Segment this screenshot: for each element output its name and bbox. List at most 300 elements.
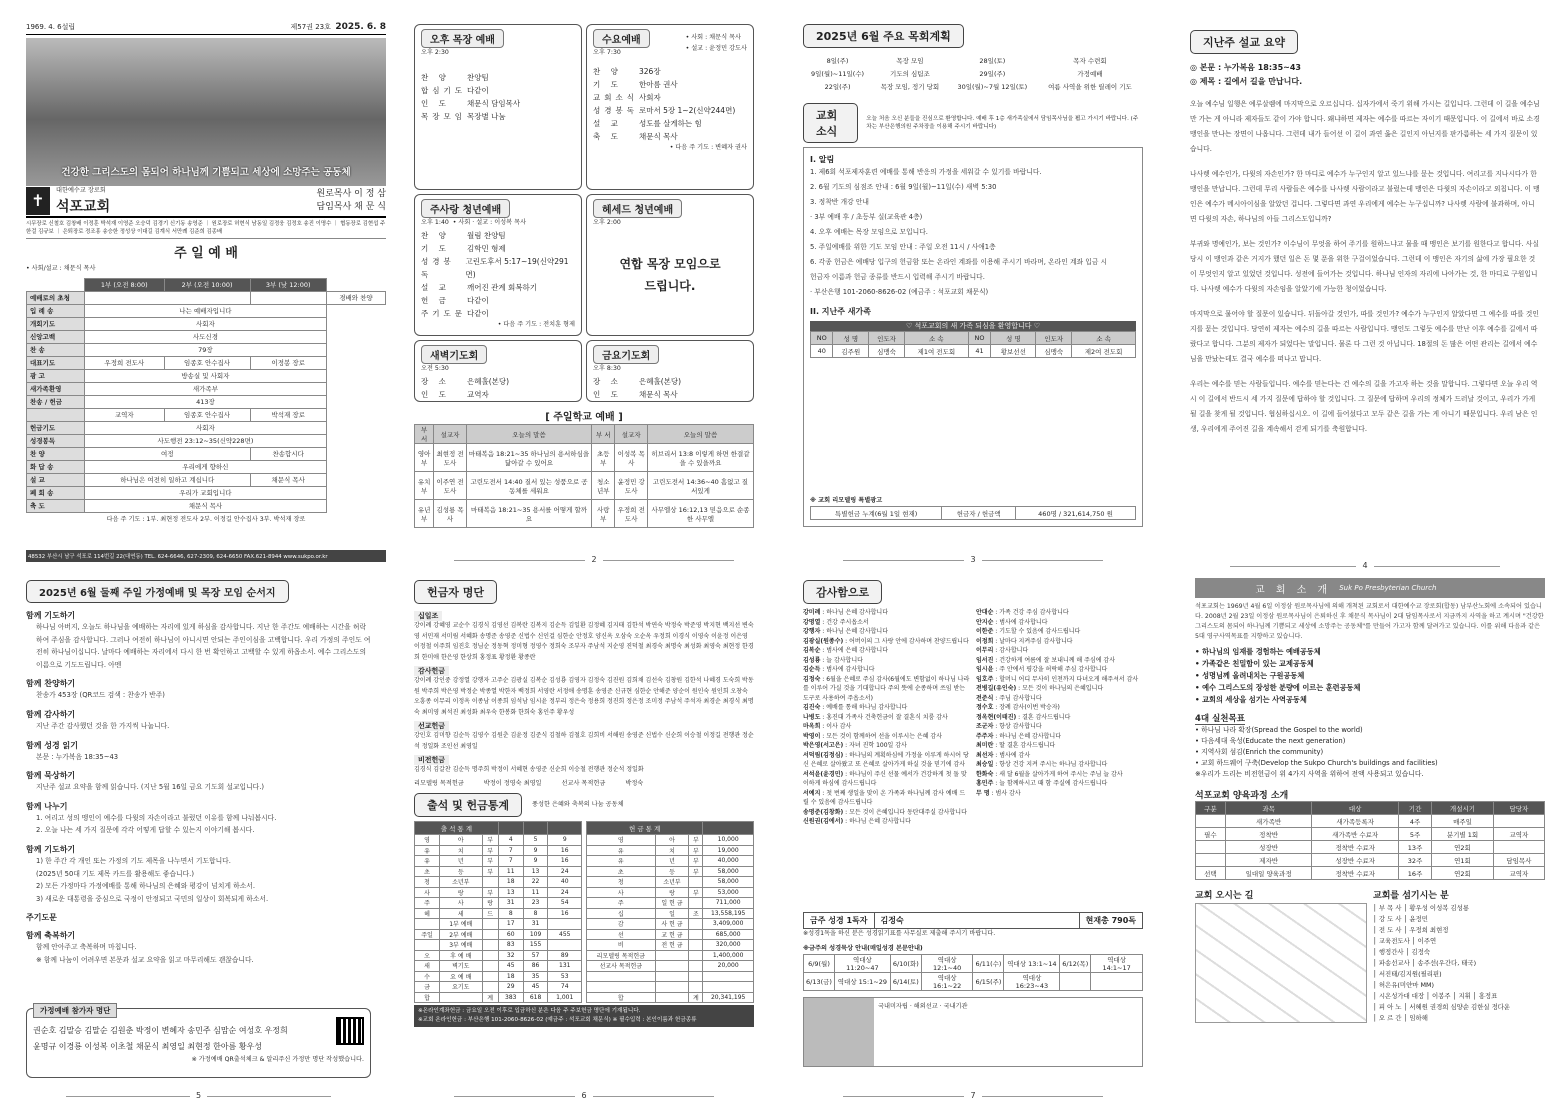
table-cell: 연1회 bbox=[1432, 854, 1494, 867]
section-text: 2) 모든 가정마다 가정예배를 통해 하나님의 은혜와 평강이 넘치게 하소서. bbox=[36, 882, 255, 891]
table-cell: 아 bbox=[655, 835, 689, 846]
table-cell: 711,000 bbox=[703, 898, 754, 909]
table-cell: 치 bbox=[655, 845, 689, 856]
worship-cell: 사도행전 23:12~35(신약228면) bbox=[85, 434, 327, 447]
worship-cell: 교역자 bbox=[85, 408, 165, 421]
table-cell: 사 bbox=[415, 887, 440, 898]
row-value: 채문식 목사 bbox=[639, 131, 678, 141]
table-cell: 부 bbox=[482, 845, 498, 856]
thanks-item: 서덕림(김정심) : 하나님의 계획하심에 가정을 이루게 하시어 당신 은혜로 살아왔고 또 은혜로 살아가게 하실 것을 믿기에 감사 bbox=[803, 751, 969, 768]
worship-cell: 채문식 목사 bbox=[250, 473, 326, 486]
table-cell: 13 bbox=[523, 866, 548, 877]
date: 2025. 6. 8 bbox=[335, 22, 386, 32]
serve-item: │ 시온성가대 대장 │ 이봉주 │ 지휘 │ 홍정표 bbox=[1373, 992, 1498, 1000]
training-header: 과목 bbox=[1225, 802, 1312, 815]
section-text: (2025년 50대 기도 제목 카드를 활용해도 좋습니다.) bbox=[36, 869, 194, 878]
table-cell: 초등부 bbox=[592, 444, 615, 472]
thanks-text: 하나님의 계획하심에 가정을 이루게 하시어 당신 은혜로 살아왔고 또 은혜로 살아가게 하실 것을 믿기에 감사 bbox=[803, 751, 969, 768]
table-cell: 부 bbox=[482, 887, 498, 898]
table-cell: 목장 모임, 정기 당회 bbox=[880, 83, 940, 91]
page-number-4: 4 bbox=[1190, 561, 1540, 570]
thanks-item: 강행자 : 하나님 은혜 감사합니다 bbox=[803, 628, 889, 635]
thanks-name: 조군자 bbox=[976, 723, 994, 730]
thanks-name: 박영이 bbox=[803, 732, 821, 740]
table-cell: 초 bbox=[587, 866, 656, 877]
worship-row bbox=[27, 291, 386, 304]
attendance-row bbox=[415, 835, 582, 846]
service-row bbox=[421, 255, 575, 281]
table-cell: 1,400,000 bbox=[703, 950, 754, 961]
table-cell bbox=[482, 919, 498, 930]
thanks-text: 주님 감사합니다 bbox=[999, 694, 1042, 702]
section-heading: 함께 축복하기 bbox=[26, 931, 76, 941]
thanks-text: 모든 것이 하나님의 은혜입니다 bbox=[1022, 685, 1104, 692]
section-heading: 함께 성경 읽기 bbox=[26, 740, 78, 750]
thanks-text: 주 안에서 평강을 허락해 주심 감사합니다 bbox=[999, 666, 1108, 673]
table-cell: 청 bbox=[415, 877, 440, 888]
attendance-row bbox=[415, 992, 582, 1003]
service-row bbox=[593, 375, 747, 388]
thanks-name: 전병길(유인숙) bbox=[976, 685, 1017, 692]
table-cell: 32 bbox=[498, 950, 523, 961]
row-value: 월림 찬양팀 bbox=[467, 230, 506, 240]
table-cell: 7 bbox=[498, 856, 523, 867]
row-value: 사회자 bbox=[639, 92, 661, 102]
newfamily-cell: 제2여 전도회 bbox=[1072, 345, 1136, 358]
wed-next: • 다음 주 기도 : 변혜자 권사 bbox=[669, 143, 747, 151]
worship-cell: 박석재 장로 bbox=[250, 408, 326, 421]
table-cell bbox=[415, 919, 440, 930]
newfamily-header: 성 명 bbox=[991, 332, 1036, 345]
training-row bbox=[1196, 815, 1545, 828]
serve-title: 교회를 섬기시는 분 bbox=[1373, 891, 1449, 901]
service-row bbox=[593, 78, 747, 91]
school-row bbox=[415, 444, 754, 472]
hesed-time: 오후 2:00 bbox=[593, 219, 621, 226]
map-title: 교회 오시는 길 bbox=[1195, 891, 1254, 901]
table-cell: 54 bbox=[548, 898, 582, 909]
thanks-text: 항상 감사합니다 bbox=[999, 723, 1042, 730]
cross-logo: ✝ bbox=[26, 187, 50, 215]
table-cell bbox=[655, 992, 689, 1003]
table-cell: 소년부 bbox=[440, 877, 482, 888]
table-cell bbox=[689, 877, 703, 888]
thanks-item: 조군자 : 항상 감사합니다 bbox=[976, 723, 1042, 730]
worship-row bbox=[27, 486, 386, 499]
notice-item: 3. 정착반 개강 안내 bbox=[810, 198, 869, 206]
worship-cell: 새가족환영 bbox=[27, 382, 85, 395]
dawn-prayer bbox=[414, 340, 582, 402]
table-cell: 40,000 bbox=[703, 856, 754, 867]
table-cell: 19,000 bbox=[703, 845, 754, 856]
hesed-service bbox=[586, 194, 754, 336]
worship-cell: 입 례 송 bbox=[27, 304, 85, 317]
offering-row bbox=[587, 877, 754, 888]
remodeling-cell: 460명 / 321,614,750 원 bbox=[1016, 507, 1136, 520]
table-cell bbox=[689, 971, 703, 982]
news-header: 오늘 처음 오신 분들을 진심으로 환영합니다. 예배 후 1층 새가족실에서 담임목사님을 뵙고 가시기 바랍니다. (주차는 부산은행의원 주차장을 이용해 주시기 바랍니다) bbox=[866, 116, 1139, 130]
footer-1: ※온라인계좌헌금 : 금요일 오전 이후로 입금하신 분은 다음 주 주보헌금 명단에 기재됩니다. bbox=[418, 1008, 641, 1014]
offering-row bbox=[587, 835, 754, 846]
table-cell: 년 bbox=[440, 856, 482, 867]
serve-item: │ 강 도 사 │ 윤정민 bbox=[1373, 915, 1428, 923]
participant-title: 가정예배 참가자 명단 bbox=[33, 1003, 117, 1018]
wed-time: 오후 7:30 bbox=[593, 49, 621, 56]
church-map[interactable] bbox=[1195, 903, 1367, 1023]
table-cell: 비 bbox=[587, 940, 656, 951]
thanks-item: 한화숙 : 새 달 6월을 살아가게 하여 주시는 주님 늘 감사 bbox=[976, 770, 1123, 778]
table-cell: 685,000 bbox=[703, 929, 754, 940]
table-cell: 23 bbox=[523, 898, 548, 909]
row-label: 장 소 bbox=[593, 376, 622, 386]
thanks-name: 박은영(서고은) bbox=[803, 742, 844, 749]
worship-row bbox=[27, 382, 386, 395]
worship-row bbox=[27, 395, 386, 408]
offering-row bbox=[587, 940, 754, 951]
section-text: 3) 새로운 대통령을 중심으로 국정이 안정되고 국민의 일상이 회복되게 하소서. bbox=[36, 894, 269, 903]
row-value: 다같이 bbox=[467, 308, 489, 318]
offering-special: 선교사 목적헌금 bbox=[561, 779, 606, 787]
thanks-name: 송명준(김창화) bbox=[803, 808, 844, 816]
thanks-item: 김복순 : 범사에 은혜 감사합니다 bbox=[803, 647, 889, 654]
table-cell: 선교사 목적헌금 bbox=[587, 961, 656, 972]
training-row bbox=[1196, 841, 1545, 854]
thanks-item: 전병길(유인숙) : 모든 것이 하나님의 은혜입니다 bbox=[976, 685, 1104, 692]
worship-cell: 하나님은 여전히 일하고 계십니다 bbox=[85, 473, 251, 486]
table-cell: 5 bbox=[523, 835, 548, 846]
table-cell bbox=[482, 940, 498, 951]
table-cell: 10,000 bbox=[703, 835, 754, 846]
worship-cell: 이정봉 장로 bbox=[250, 356, 326, 369]
table-cell: 4주 bbox=[1398, 815, 1431, 828]
table-cell: 계 bbox=[689, 992, 703, 1003]
thanks-item: 최선자 : 범사에 감사 bbox=[976, 751, 1031, 759]
service-row bbox=[421, 229, 575, 242]
pastor-emeritus: 원로목사 이 정 삼 bbox=[316, 189, 386, 199]
attendance-row bbox=[415, 866, 582, 877]
table-cell: 선택 bbox=[1196, 867, 1226, 880]
row-label: 인 도 bbox=[421, 98, 450, 108]
page-4 bbox=[1190, 30, 1540, 570]
thanks-name: 김순득 bbox=[803, 666, 821, 673]
thanks-text: 할머니 어디 무사히 인천까지 다녀오게 해주셔서 감사 bbox=[999, 675, 1139, 683]
worship-row bbox=[27, 460, 386, 473]
attendance-table: 출 석 통 계 영 아 부 4 5 9 유 치 부 7 9 16 유 년 부 7 9 16 초 등 부 11 13 24 청 소년부 18 22 40 사 랑 부 13 11 24 주 사 랑 31 23 54 헤 세 드 8 8 16 1부 예배 17 31 주일 2부 예배 60 109 455 3부 예배 83 155 오 후 예 배 32 57 89 새 벽기도 45 86 131 수 요 예 배 18 35 53 금 요기도 29 45 74 합 계 383 618 1,001 bbox=[414, 821, 582, 1003]
worship-row bbox=[27, 499, 386, 512]
remodeling-cell: 헌금자 / 헌금액 bbox=[942, 507, 1016, 520]
offering-names: 강이례 강혜영 교순수 김경식 김영선 김복란 김복지 김순득 김일환 김정혜 김지태 김한석 박연숙 박정숙 박준영 박지현 백지선 변숙영 서민재 서미림 서혜화 송명준 송영준 신법수 신인걸 심한순 안정호 양신옥 오삼숙 오순옥 우정희 이경식 이영숙 이윤정 이은영 이정철 이주희 임진호 정님순 정동혁 정미형 정영수 정희숙 조부자 주남석 지순영 진덕철 최경숙 최명숙 최성화 최영숙 최현정 한경희 한미애 한은영 한상희 홍정표 황정환 황종란 bbox=[414, 622, 754, 661]
table-cell: 320,000 bbox=[703, 940, 754, 951]
thanks-text: 자녀 진학 100일 감사 bbox=[849, 742, 907, 749]
table-cell bbox=[689, 961, 703, 972]
page-number-5: 5 bbox=[26, 1091, 371, 1100]
table-cell: 역대상 16:23~43 bbox=[1004, 973, 1060, 991]
intro-bar: 교 회 소 개 bbox=[1255, 584, 1332, 596]
offering-row bbox=[587, 961, 754, 972]
school-header: 부 서 bbox=[415, 425, 434, 444]
table-cell: 유 bbox=[587, 856, 656, 867]
attendance-row bbox=[415, 845, 582, 856]
table-cell: 58,000 bbox=[703, 866, 754, 877]
section-text: 1. 여리고 성의 맹인이 예수를 다윗의 자손이라고 불렀던 이유를 함께 나눠봅시다. bbox=[36, 813, 277, 822]
table-cell: 랑 bbox=[482, 898, 498, 909]
offering-names: 강인호 김미향 김순득 김영수 김원춘 김윤정 김준식 김철하 김철호 김희비 서해원 송영준 신법수 신순희 이승철 이정길 전행관 정순석 정일화 조인선 최영일 bbox=[414, 732, 754, 750]
table-cell: 등 bbox=[440, 866, 482, 877]
row-label: 찬 양 bbox=[421, 72, 450, 82]
table-cell: 618 bbox=[523, 992, 548, 1003]
service-row bbox=[421, 97, 575, 110]
service-row bbox=[593, 130, 747, 143]
thanks-item: 이한준 : 기도할 수 있음에 감사드립니다 bbox=[976, 628, 1081, 635]
newfamily-cell: 41 bbox=[968, 345, 990, 358]
table-cell: 부 bbox=[689, 887, 703, 898]
table-cell: 합 bbox=[415, 992, 440, 1003]
four-goal-item: • 교회 하드웨어 구축(Develop the Sukpo Church's buildings and facilities) bbox=[1195, 759, 1438, 767]
table-cell: 16 bbox=[548, 845, 582, 856]
thanks-text: 하나님 은혜 감사합니다 bbox=[999, 732, 1062, 740]
table-cell: 53 bbox=[548, 971, 582, 982]
notice-header: I. 알림 bbox=[810, 155, 835, 164]
service-row bbox=[593, 91, 747, 104]
table-cell: 초 bbox=[415, 866, 440, 877]
four-goal-item: ※우리가 드리는 비전헌금이 위 4가지 사역을 위하여 전액 사용되고 있습니다. bbox=[1195, 770, 1424, 778]
row-value: 다같이 bbox=[467, 85, 489, 95]
attendance-row bbox=[415, 971, 582, 982]
table-cell: 필수 bbox=[1196, 828, 1226, 841]
table-cell: 사 bbox=[587, 887, 656, 898]
remodeling-cell: 특별헌금 누계(6월 1일 현재) bbox=[811, 507, 942, 520]
thanks-name: 김성룡 bbox=[803, 656, 821, 664]
table-cell: 3,409,000 bbox=[703, 919, 754, 930]
qr-code-attendance[interactable] bbox=[336, 1017, 364, 1045]
row-label: 찬 양 bbox=[421, 230, 450, 240]
worship-cell: 우리가 교회입니다 bbox=[85, 486, 327, 499]
four-goals-title: 4대 실천목표 bbox=[1195, 714, 1245, 724]
row-label: 찬 양 bbox=[593, 66, 622, 76]
table-cell: 영아부 bbox=[415, 444, 434, 472]
worship-row bbox=[27, 434, 386, 447]
serve-item: │ 서진태/김지원(필리핀) bbox=[1373, 970, 1442, 978]
thanks-name: 임호주 bbox=[976, 675, 994, 683]
table-cell bbox=[703, 971, 754, 982]
table-cell: 유 bbox=[415, 845, 440, 856]
table-cell: 3부 예배 bbox=[440, 940, 482, 951]
table-cell: 89 bbox=[548, 950, 582, 961]
service-row bbox=[593, 104, 747, 117]
goal-item: • 하나님의 임재를 경험하는 예배공동체 bbox=[1195, 647, 1321, 656]
table-cell: 소년부 bbox=[655, 877, 689, 888]
table-cell: 9 bbox=[548, 835, 582, 846]
table-cell: 13 bbox=[498, 887, 523, 898]
worship-row bbox=[27, 317, 386, 330]
thanks-item: 홍민주 : 늘 함께하시고 때 함 주실에 감사드립니다 bbox=[976, 780, 1108, 787]
bible-note: ※성경1독을 하신 분은 성경읽기표를 사무실로 제출해 주시기 바랍니다. bbox=[803, 930, 996, 937]
notice-item: 6. 각종 헌금은 예배당 입구의 헌금함 또는 온라인 계좌를 이용해 주시기 바라며, 온라인 계좌 입금 시 bbox=[810, 258, 1108, 266]
attendance-row bbox=[415, 877, 582, 888]
thanks-name: 최미란 bbox=[976, 742, 994, 749]
service-row bbox=[421, 71, 575, 84]
training-header: 개설시기 bbox=[1432, 802, 1494, 815]
worship-cell: 설 교 bbox=[27, 473, 85, 486]
four-goal-item: • 하나님 나라 확장(Spread the Gospel to the world) bbox=[1195, 726, 1363, 734]
thanks-name: 안지순 bbox=[976, 618, 994, 626]
thanks-name: 홍민주 bbox=[976, 780, 994, 787]
table-cell: 역대상 16:1~22 bbox=[921, 973, 973, 991]
table-cell: 11 bbox=[498, 866, 523, 877]
established: 1969. 4. 6설립 bbox=[26, 23, 76, 31]
notice-item: 5. 주일예배를 위한 기도 모임 안내 : 주일 오전 11시 / 사애1층 bbox=[810, 243, 996, 251]
thanks-text: 결혼 감사드립니다 bbox=[1022, 713, 1071, 721]
thanks-item: 송명준(김창화) : 모든 것이 은혜입니다 동탄대주실 감사합니다 bbox=[803, 808, 967, 816]
table-cell bbox=[655, 961, 689, 972]
wed-title: 수요예배 bbox=[593, 29, 650, 48]
newfamily-header: 소 속 bbox=[1072, 332, 1136, 345]
newfamily-header: 성 명 bbox=[833, 332, 869, 345]
section-text: ※ 함께 나눔이 어려우면 본문과 설교 요약을 읽고 마무리해도 괜찮습니다. bbox=[36, 955, 254, 964]
worship-row bbox=[27, 330, 386, 343]
thanks-item: 박영이 : 모든 것이 함께하여 선을 이루시는 은혜 감사 bbox=[803, 732, 943, 740]
serve-item: │ 부 목 사 │ 황우성 이성복 김성룡 bbox=[1373, 904, 1469, 912]
row-label: 기 도 bbox=[421, 243, 450, 253]
row-label: 설 교 bbox=[593, 118, 622, 128]
offering-category: 감사헌금 bbox=[414, 666, 449, 676]
table-cell: 최현정 전도사 bbox=[434, 444, 467, 472]
table-cell: 부 bbox=[689, 866, 703, 877]
worship-cell: 광 고 bbox=[27, 369, 85, 382]
thanks-item: 김진숙 : 예배를 통해 하나님 감사합니다 bbox=[803, 704, 908, 711]
thanks-text: 가족 건강 주심 감사합니다 bbox=[999, 609, 1069, 616]
table-cell: 감 bbox=[587, 919, 656, 930]
table-cell: 16 bbox=[548, 856, 582, 867]
table-cell: 20,000 bbox=[703, 961, 754, 972]
col-2: 2부 (오전 10:00) bbox=[164, 278, 250, 291]
goal-item: • 예수 그리스도의 장성한 분량에 이르는 훈련공동체 bbox=[1195, 683, 1361, 692]
table-cell: 윤정민 강도사 bbox=[615, 472, 648, 500]
table-cell bbox=[655, 971, 689, 982]
training-header: 구분 bbox=[1196, 802, 1226, 815]
offering-names: 김경식 김갈찬 김순득 명주희 박정이 서혜현 송영준 신순희 이승철 전행관 정순석 정일화 bbox=[414, 766, 644, 773]
thanks-name: 강미례 bbox=[803, 609, 821, 616]
church-sub: 대한예수교 장로회 bbox=[56, 186, 106, 194]
thanks-name: 정수호 bbox=[976, 704, 994, 711]
serve-item: │ 피 아 노 │ 서혜원 권경희 심양순 김한실 정다운 bbox=[1373, 1003, 1511, 1011]
thanks-item: 정옥현(이태진) : 결혼 감사드립니다 bbox=[976, 713, 1071, 721]
thanks-text: 범사에 감사합니다 bbox=[999, 618, 1048, 626]
newfamily-cell: 심맹숙 bbox=[1036, 345, 1072, 358]
table-cell: 131 bbox=[548, 961, 582, 972]
worship-row bbox=[27, 473, 386, 486]
table-cell: 여름 사역을 위한 릴레이 기도 bbox=[1048, 83, 1132, 91]
worship-cell: 사도신경 bbox=[85, 330, 327, 343]
service-row bbox=[593, 388, 747, 401]
table-cell: 새가족반 bbox=[1225, 815, 1312, 828]
table-cell: 리모델링 목적헌금 bbox=[587, 950, 656, 961]
youth-service bbox=[414, 194, 582, 336]
thanks-item: 임서진 : 건강하게 여름에 잘 보내니께 해 주심에 감사 bbox=[976, 656, 1116, 664]
table-cell: 45 bbox=[523, 982, 548, 993]
row-value: 성도를 살게하는 힘 bbox=[639, 118, 702, 128]
newfamily-header: 인도자 bbox=[1036, 332, 1072, 345]
table-cell: 우정희 전도사 bbox=[615, 500, 648, 528]
worship-row bbox=[27, 408, 386, 421]
table-cell: 일 bbox=[655, 908, 689, 919]
table-cell: 53,000 bbox=[703, 887, 754, 898]
row-value: 깨어진 관계 회복하기 bbox=[467, 282, 537, 292]
thanks-text: 장례 감사(이번 박승자) bbox=[999, 704, 1060, 711]
school-header: 설교자 bbox=[615, 425, 648, 444]
youth-next: • 다음 주 기도 : 전치훈 형제 bbox=[497, 320, 575, 328]
thanks-item: 무 명 : 범사 감사 bbox=[976, 789, 1021, 797]
table-cell: 유 bbox=[415, 856, 440, 867]
table-cell: 32주 bbox=[1398, 854, 1431, 867]
row-value: 목장별 나눔 bbox=[467, 111, 506, 121]
row-label: 교회소식 bbox=[593, 92, 638, 102]
reading-table bbox=[803, 954, 1143, 991]
table-cell bbox=[482, 961, 498, 972]
worship-cell: 사회자 bbox=[85, 421, 327, 434]
table-cell bbox=[482, 950, 498, 961]
thanks-item: 정수호 : 장례 감사(이번 박승자) bbox=[976, 704, 1060, 711]
goal-item: • 가족같은 친밀함이 있는 교제공동체 bbox=[1195, 659, 1314, 668]
offering-category: 십일조 bbox=[414, 611, 442, 621]
table-cell: 9일(월)~11일(수) bbox=[810, 70, 865, 78]
table-cell bbox=[587, 982, 656, 993]
table-cell bbox=[1196, 854, 1226, 867]
table-cell: 역대상 13:1~14 bbox=[1004, 955, 1060, 973]
thanks-name: 주주자 bbox=[976, 732, 994, 740]
table-cell: 6/10(화) bbox=[890, 955, 921, 973]
offering-row bbox=[587, 992, 754, 1003]
table-cell: 40 bbox=[548, 877, 582, 888]
worship-cell: 임종호 안수집사 bbox=[164, 356, 250, 369]
table-cell: 교역자 bbox=[1493, 828, 1544, 841]
page-number-6: 6 bbox=[414, 1091, 754, 1100]
thanks-name: 강행자 bbox=[803, 628, 821, 635]
table-cell: 영 bbox=[587, 835, 656, 846]
notice-item: · 부산은행 101-2060-8626-02 (예금주 : 석포교회 채문식) bbox=[810, 288, 989, 296]
news-title: 교회소식 bbox=[803, 103, 858, 143]
thanks-name: 최선자 bbox=[976, 751, 994, 759]
section-text: 2. 오늘 나는 세 가지 질문에 각각 어떻게 답할 수 있는지 이야기해 봅시다. bbox=[36, 826, 255, 835]
page-6 bbox=[414, 580, 754, 1100]
service-row bbox=[593, 117, 747, 130]
offering-title: 헌금자 명단 bbox=[414, 580, 497, 604]
table-cell: 주 bbox=[415, 898, 440, 909]
table-cell: 16 bbox=[548, 908, 582, 919]
friday-time: 오후 8:30 bbox=[593, 365, 621, 372]
row-value: 은혜홀(본당) bbox=[639, 376, 682, 386]
offering-special: 박정이 정영숙 최영일 bbox=[483, 779, 542, 787]
thanks-text: 첫 번째 생일을 맞이 온 가족과 하나님께 감사 예배 드릴 수 있음에 감사드립니다 bbox=[803, 789, 966, 806]
table-cell: 2부 예배 bbox=[440, 929, 482, 940]
thanks-item: 임시윤 : 주 안에서 평강을 허락해 주심 감사합니다 bbox=[976, 666, 1108, 673]
goal-item: • 교회의 세상을 섬기는 사역공동체 bbox=[1195, 695, 1307, 704]
service-row bbox=[593, 65, 747, 78]
table-cell: 정착반 수료자 bbox=[1312, 867, 1399, 880]
thanks-text: 어버이의 그 사랑 안에 감사하며 찬양드립니다 bbox=[849, 637, 969, 645]
footer-note bbox=[414, 1005, 754, 1027]
page-8 bbox=[1195, 578, 1545, 1100]
table-cell: 13주 bbox=[1398, 841, 1431, 854]
table-cell: 22일(주) bbox=[824, 83, 851, 91]
wednesday-service bbox=[586, 24, 754, 190]
sermon-paragraph: 나사렛 예수인가, 다윗의 자손인가? 한 마디로 예수가 누구인지 알고 있느냐를 묻는 것입니다. 여리고를 지나시다가 한 맹인을 만납니다. 그런데 무리 사람들은 예수를 나사렛 사람이라고 불렀는데 맹인은 다윗의 자손이라고 외칩니다. 이 맹인은 예수가 메시아이심을 알았던 겁니다. 그렇다면 과연 우리에게 예수는 누구십니까? 나사렛 사람에 불과하며, 아니면 다윗의 자손, 하나님의 아들 그리스도입니까? bbox=[1190, 170, 1540, 223]
table-cell: 24 bbox=[548, 866, 582, 877]
offering-row bbox=[587, 898, 754, 909]
newfamily-header: NO bbox=[811, 332, 833, 345]
offering-row bbox=[587, 971, 754, 982]
school-header: 오늘의 말씀 bbox=[466, 425, 591, 444]
